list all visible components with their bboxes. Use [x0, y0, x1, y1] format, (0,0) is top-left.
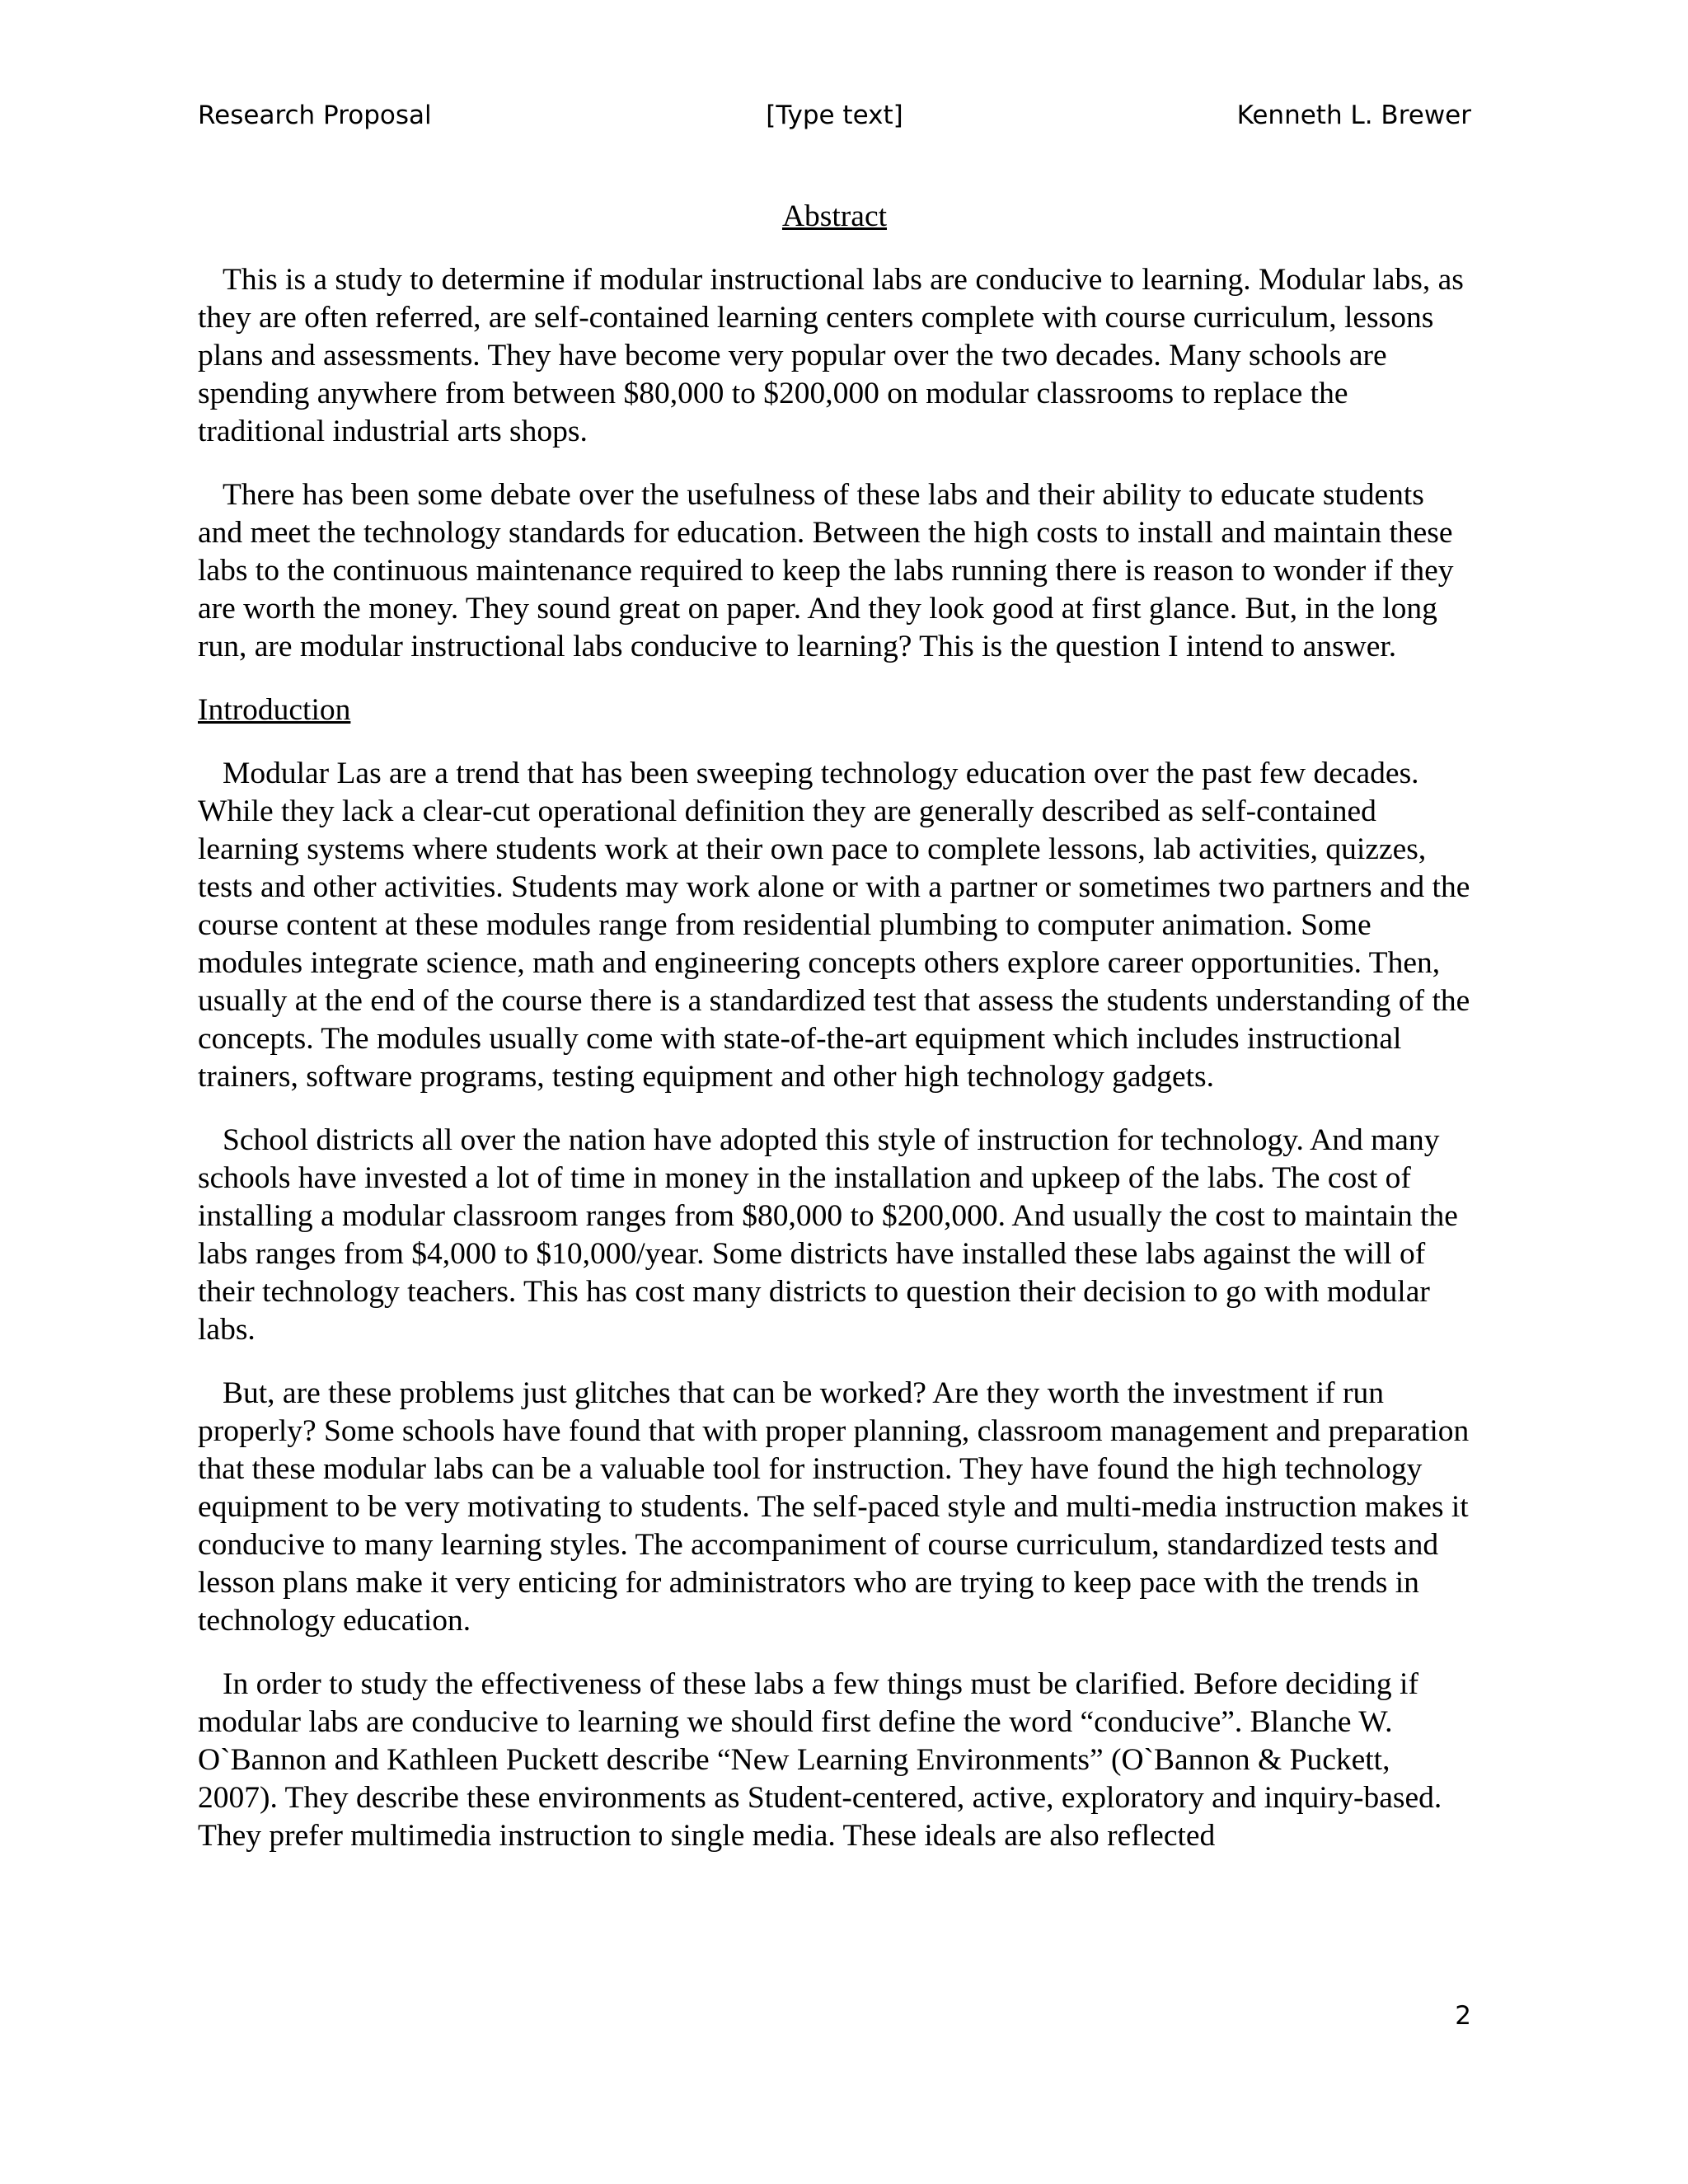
- introduction-paragraph: School districts all over the nation have adopted this style of instruction for technology. And many schools have invested a lot of time in money in the installation and upkeep of the labs. The cost of installing a modular classroom ranges from $80,000 to $200,000. And usually the cost to maintain the labs ranges from $4,000 to $10,000/year. Some districts have installed these labs against the will of their technology teachers. This has cost many districts to question their decision to go with modular labs.: [198, 1123, 1458, 1347]
- introduction-paragraph: Modular Las are a trend that has been sweeping technology education over the past few decades. While they lack a clear-cut operational definition they are generally described as self-contained learning systems where students work at their own pace to complete lessons, lab activities, quizzes, tests and other activities. Students may work alone or with a partner or sometimes two partners and the course content at these modules range from residential plumbing to computer animation. Some modules integrate science, math and engineering concepts others explore career opportunities. Then, usually at the end of the course there is a standardized test that assess the students understanding of the concepts. The modules usually come with state-of-the-art equipment which includes instructional trainers, software programs, testing equipment and other high technology gadgets.: [198, 757, 1470, 1094]
- page-number: 2: [1455, 2001, 1471, 2031]
- abstract-paragraph: There has been some debate over the usefulness of these labs and their ability to educate students and meet the technology standards for education. Between the high costs to install and maintain these labs to the continuous maintenance required to keep the labs running there is reason to wonder if they are worth the money. They sound great on paper. And they look good at first glance. But, in the long run, are modular instructional labs conducive to learning? This is the question I intend to answer.: [198, 478, 1454, 663]
- introduction-paragraph: But, are these problems just glitches that can be worked? Are they worth the investment if run properly? Some schools have found that with proper planning, classroom management and preparation that these modular labs can be a valuable tool for instruction. They have found the high technology equipment to be very motivating to students. The self-paced style and multi-media instruction makes it conducive to many learning styles. The accompaniment of course curriculum, standardized tests and lesson plans make it very enticing for administrators who are trying to keep pace with the trends in technology education.: [198, 1376, 1470, 1638]
- page-header: [198, 101, 1471, 137]
- abstract-heading: Abstract: [781, 199, 888, 233]
- header-center-text: [Type text]: [766, 101, 903, 130]
- header-author-text: Kenneth L. Brewer: [1236, 101, 1471, 130]
- introduction-paragraph: In order to study the effectiveness of these labs a few things must be clarified. Before deciding if modular labs are conducive to learning we should first define the word “conducive”. Blanche W. O`Bannon and Kathleen Puckett describe “New Learning Environments” (O`Bannon & Puckett, 2007). They describe these environments as Student-centered, active, exploratory and inquiry-based. They prefer multimedia instruction to single media. These ideals are also reflected: [198, 1667, 1442, 1853]
- document-body: [198, 198, 1471, 1881]
- abstract-paragraph: This is a study to determine if modular instructional labs are conducive to learning. Modular labs, as they are often referred, are self-contained learning centers complete with course curriculum, lessons plans and assessments. They have become very popular over the two decades. Many schools are spending anywhere from between $80,000 to $200,000 on modular classrooms to replace the traditional industrial arts shops.: [198, 263, 1464, 448]
- introduction-heading: Introduction: [198, 693, 351, 727]
- header-left-text: Research Proposal: [198, 101, 432, 130]
